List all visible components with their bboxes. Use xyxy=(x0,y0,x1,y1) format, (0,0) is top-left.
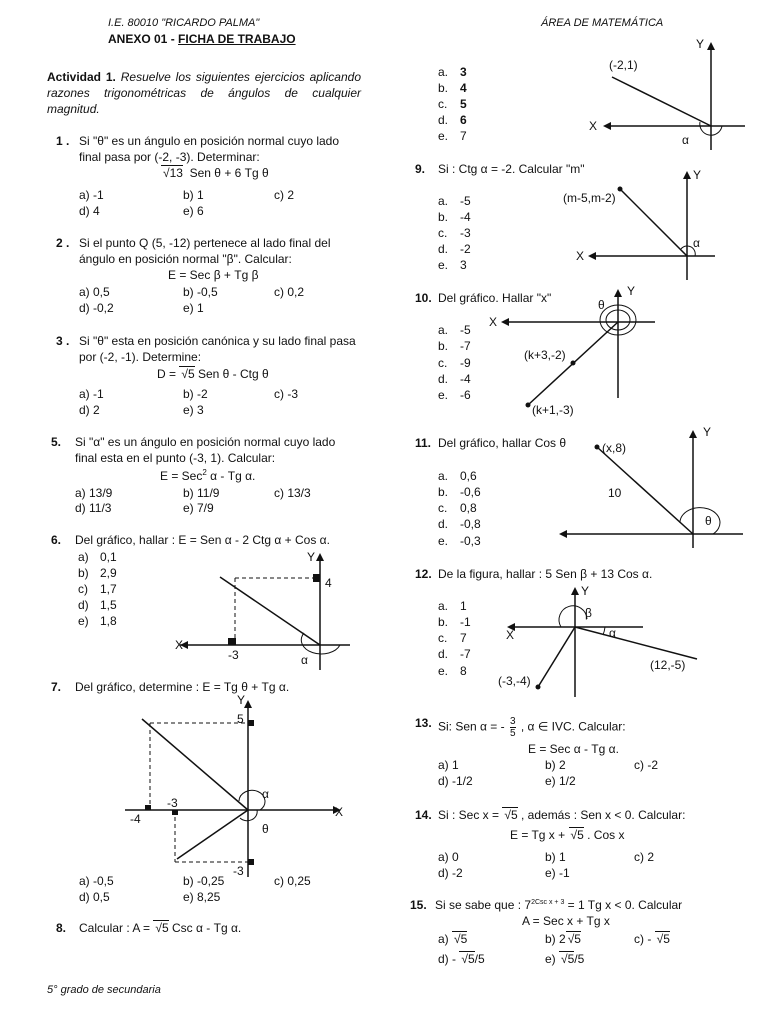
q8-opt-a: a. 3 xyxy=(438,65,467,79)
q15-opt-a: a) √5 xyxy=(438,932,468,946)
q3-line2: por (-2, -1). Determine: xyxy=(79,350,202,364)
q3-opt-a: a) -1 xyxy=(79,387,104,401)
q2-number: 2 . xyxy=(56,236,70,250)
q14-opt-a: a) 0 xyxy=(438,850,459,864)
q11-graph xyxy=(545,420,760,555)
page-title xyxy=(108,32,296,46)
q14-radical: √5 xyxy=(504,808,518,822)
q13-number: 13. xyxy=(415,716,432,730)
q6-opt-d: d) 1,5 xyxy=(78,598,117,612)
q15-opt-b: b) 2 √5 xyxy=(545,932,581,946)
q14-opt-b: b) 1 xyxy=(545,850,566,864)
footer-grade: 5° grado de secundaria xyxy=(47,984,161,996)
q9-graph xyxy=(560,163,720,283)
q15-opt-d: d) - √5/5 xyxy=(438,952,485,966)
q8-alpha-label: α xyxy=(682,133,689,147)
q10-x-label: X xyxy=(489,315,498,329)
q7-mfour-label: -4 xyxy=(130,812,141,826)
q7-theta-label: θ xyxy=(262,822,269,836)
sheet-label: FICHA DE TRABAJO xyxy=(178,32,296,46)
q3-radical: √5 xyxy=(181,367,195,381)
q14-text: Si : Sec x = √5 , además : Sen x < 0. Calcular: xyxy=(438,808,686,822)
q6-number: 6. xyxy=(51,533,62,547)
q12-opt-e: e. 8 xyxy=(438,664,467,678)
q2-opt-c: c) 0,2 xyxy=(274,285,305,299)
q12-y-label: Y xyxy=(581,584,590,598)
school-name: I.E. 80010 "RICARDO PALMA" xyxy=(108,17,260,29)
q6-four-label: 4 xyxy=(325,576,332,590)
q12-opt-b: b. -1 xyxy=(438,615,471,629)
q8-number: 8. xyxy=(56,921,67,935)
q6-x-label: X xyxy=(175,638,184,652)
q13-opt-e: e) 1/2 xyxy=(545,774,576,788)
q10-y-label: Y xyxy=(627,284,636,298)
q10-opt-b: b. -7 xyxy=(438,339,471,353)
q5-opt-c: c) 13/3 xyxy=(274,486,311,500)
q6-opt-b: b) 2,9 xyxy=(78,566,117,580)
q1-formula: √13 Sen θ + 6 Tg θ xyxy=(163,166,269,180)
q11-theta-label: θ xyxy=(705,514,712,528)
q8-opt-b: b. 4 xyxy=(438,81,467,95)
q11-opt-a: a. 0,6 xyxy=(438,469,477,483)
q15-text: Si se sabe que : $7^{2Csc x + 3} = 1$ Tg x < 0. Calcular xyxy=(435,898,683,912)
q12-opt-a: a. 1 xyxy=(438,599,467,613)
q12-number: 12. xyxy=(415,567,432,581)
q10-p2-label: (k+1,-3) xyxy=(532,403,574,417)
q15-opt-e: e) √5/5 xyxy=(545,952,585,966)
q1-radical: √13 xyxy=(163,166,183,180)
q12-p2-label: (-3,-4) xyxy=(498,674,531,688)
q12-x-label: X xyxy=(506,628,515,642)
q3-formula: D = √5 Sen θ - Ctg θ xyxy=(157,367,269,381)
q11-opt-d: d. -0,8 xyxy=(438,517,481,531)
q2-opt-e: e) 1 xyxy=(183,301,204,315)
q12-graph xyxy=(495,579,705,704)
q1-line2: final pasa por (-2, -3). Determinar: xyxy=(79,150,260,164)
q1-opt-c: c) 2 xyxy=(274,188,295,202)
q7-number: 7. xyxy=(51,680,62,694)
q5-number: 5. xyxy=(51,435,62,449)
q9-opt-b: b. -4 xyxy=(438,210,471,224)
q6-opt-e: e) 1,8 xyxy=(78,614,117,628)
q1-line1: Si "θ" es un ángulo en posición normal cuyo lado xyxy=(79,134,340,148)
q7-opt-c: c) 0,25 xyxy=(274,874,311,888)
q13-fraction: $\frac{3}{5}$ xyxy=(509,716,516,739)
q7-y-label: Y xyxy=(237,693,246,707)
q7-five-label: 5 xyxy=(237,712,244,726)
q10-opt-d: d. -4 xyxy=(438,372,471,386)
q14-opt-d: d) -2 xyxy=(438,866,463,880)
q8-formula: Calcular : A = √5 Csc α - Tg α. xyxy=(79,921,242,935)
q10-opt-e: e. -6 xyxy=(438,388,471,402)
q9-y-label: Y xyxy=(693,168,702,182)
q3-opt-c: c) -3 xyxy=(274,387,298,401)
q2-opt-b: b) -0,5 xyxy=(183,285,218,299)
q12-p1-label: (12,-5) xyxy=(650,658,686,672)
q14-number: 14. xyxy=(415,808,432,822)
q10-graph xyxy=(485,283,665,423)
q7-opt-d: d) 0,5 xyxy=(79,890,110,904)
q12-beta-label: β xyxy=(585,606,592,620)
q5-opt-b: b) 11/9 xyxy=(183,486,220,500)
q7-opt-e: e) 8,25 xyxy=(183,890,221,904)
title-separator: - xyxy=(167,32,179,46)
q2-opt-a: a) 0,5 xyxy=(79,285,110,299)
q11-ten-label: 10 xyxy=(608,486,622,500)
q5-line1: Si "α" es un ángulo en posición normal cuyo lado xyxy=(75,435,336,449)
q5-opt-a: a) 13/9 xyxy=(75,486,113,500)
q3-number: 3 . xyxy=(56,334,70,348)
q2-formula: E = Sec β + Tg β xyxy=(168,268,259,282)
q7-x-label: X xyxy=(335,805,344,819)
q9-point-label: (m-5,m-2) xyxy=(563,191,616,205)
q2-line1: Si el punto Q (5, -12) pertenece al lado final del xyxy=(79,236,331,250)
q15-number: 15. xyxy=(410,898,427,912)
q8-radical: √5 xyxy=(155,921,169,935)
q11-opt-e: e. -0,3 xyxy=(438,534,481,548)
q3-opt-e: e) 3 xyxy=(183,403,204,417)
q7-mthree-label: -3 xyxy=(167,796,178,810)
area-name: ÁREA DE MATEMÁTICA xyxy=(541,17,664,29)
q7-alpha-label: α xyxy=(262,787,269,801)
q7-opt-b: b) -0,25 xyxy=(183,874,225,888)
q9-number: 9. xyxy=(415,162,426,176)
q10-opt-c: c. -9 xyxy=(438,356,471,370)
q12-alpha-label: α xyxy=(609,626,616,640)
q1-opt-e: e) 6 xyxy=(183,204,204,218)
q2-opt-d: d) -0,2 xyxy=(79,301,114,315)
q8-y-label: Y xyxy=(696,37,705,51)
q6-alpha-label: α xyxy=(301,653,308,667)
q1-opt-d: d) 4 xyxy=(79,204,100,218)
q13-opt-a: a) 1 xyxy=(438,758,459,772)
q11-point-label: (x,8) xyxy=(602,441,626,455)
q9-alpha-label: α xyxy=(693,236,700,250)
q5-line2: final esta en el punto (-3, 1). Calcular: xyxy=(75,451,276,465)
q6-text: Del gráfico, hallar : E = Sen α - 2 Ctg α + Cos α. xyxy=(75,533,330,547)
q3-opt-b: b) -2 xyxy=(183,387,208,401)
q9-opt-d: d. -2 xyxy=(438,242,471,256)
annex-label: ANEXO 01 xyxy=(108,32,168,46)
q5-formula: E = Sec$^2$ α - Tg α. xyxy=(160,468,256,483)
q7-graph xyxy=(115,692,355,882)
q3-line1: Si "θ" esta en posición canónica y su lado final pasa xyxy=(79,334,356,348)
q9-opt-c: c. -3 xyxy=(438,226,471,240)
q15-opt-c: c) - √5 xyxy=(634,932,670,946)
q11-opt-c: c. 0,8 xyxy=(438,501,477,515)
q15-formula: A = Sec x + Tg x xyxy=(522,914,610,928)
q7-opt-a: a) -0,5 xyxy=(79,874,114,888)
q6-graph xyxy=(170,545,360,675)
q13-opt-c: c) -2 xyxy=(634,758,658,772)
q12-opt-c: c. 7 xyxy=(438,631,467,645)
q1-opt-b: b) 1 xyxy=(183,188,204,202)
q11-opt-b: b. -0,6 xyxy=(438,485,481,499)
q8-opt-e: e. 7 xyxy=(438,129,467,143)
q13-text: Si: Sen α = - $\frac{3}{5}$ , α ∈ IVC. Calcular: xyxy=(438,716,626,739)
q8-opt-d: d. 6 xyxy=(438,113,467,127)
q7-mthree2-label: -3 xyxy=(233,864,244,878)
q9-text: Si : Ctg α = -2. Calcular "m" xyxy=(438,162,585,176)
q11-number: 11. xyxy=(415,436,432,450)
q9-opt-a: a. -5 xyxy=(438,194,471,208)
q5-opt-e: e) 7/9 xyxy=(183,501,214,515)
q5-opt-d: d) 11/3 xyxy=(75,501,112,515)
q11-text: Del gráfico, hallar Cos θ xyxy=(438,436,567,450)
q2-line2: ángulo en posición normal "β". Calcular: xyxy=(79,252,292,266)
activity-intro xyxy=(47,69,361,117)
q12-opt-d: d. -7 xyxy=(438,647,471,661)
q10-p1-label: (k+3,-2) xyxy=(524,348,566,362)
q8-x-label: X xyxy=(589,119,598,133)
q6-y-label: Y xyxy=(307,550,316,564)
q11-y-label: Y xyxy=(703,425,712,439)
q14-opt-e: e) -1 xyxy=(545,866,570,880)
q9-opt-e: e. 3 xyxy=(438,258,467,272)
q6-mthree-label: -3 xyxy=(228,648,239,662)
q7-text: Del gráfico, determine : E = Tg θ + Tg α. xyxy=(75,680,290,694)
q3-opt-d: d) 2 xyxy=(79,403,100,417)
q8-graph xyxy=(585,32,755,154)
q13-opt-d: d) -1/2 xyxy=(438,774,473,788)
q12-text: De la figura, hallar : 5 Sen β + 13 Cos α. xyxy=(438,567,653,581)
q13-formula: E = Sec α - Tg α. xyxy=(528,742,619,756)
q10-number: 10. xyxy=(415,291,432,305)
q9-x-label: X xyxy=(576,249,585,263)
q10-text: Del gráfico. Hallar "x" xyxy=(438,291,552,305)
q6-opt-c: c) 1,7 xyxy=(78,582,117,596)
q1-number: 1 . xyxy=(56,134,70,148)
q1-opt-a: a) -1 xyxy=(79,188,104,202)
activity-text: Resuelve los siguientes ejercicios aplicando razones trigonométricas de ángulos de cualquier magnitud. xyxy=(47,70,361,116)
q10-opt-a: a. -5 xyxy=(438,323,471,337)
q8-point-label: (-2,1) xyxy=(609,58,638,72)
q13-opt-b: b) 2 xyxy=(545,758,566,772)
q8-opt-c: c. 5 xyxy=(438,97,467,111)
q6-opt-a: a) 0,1 xyxy=(78,550,117,564)
q14-formula: E = Tg x + √5 . Cos x xyxy=(510,828,625,842)
q14-opt-c: c) 2 xyxy=(634,850,655,864)
q10-theta-label: θ xyxy=(598,298,605,312)
activity-label: Actividad 1. xyxy=(47,70,116,84)
q14-radical2: √5 xyxy=(570,828,584,842)
